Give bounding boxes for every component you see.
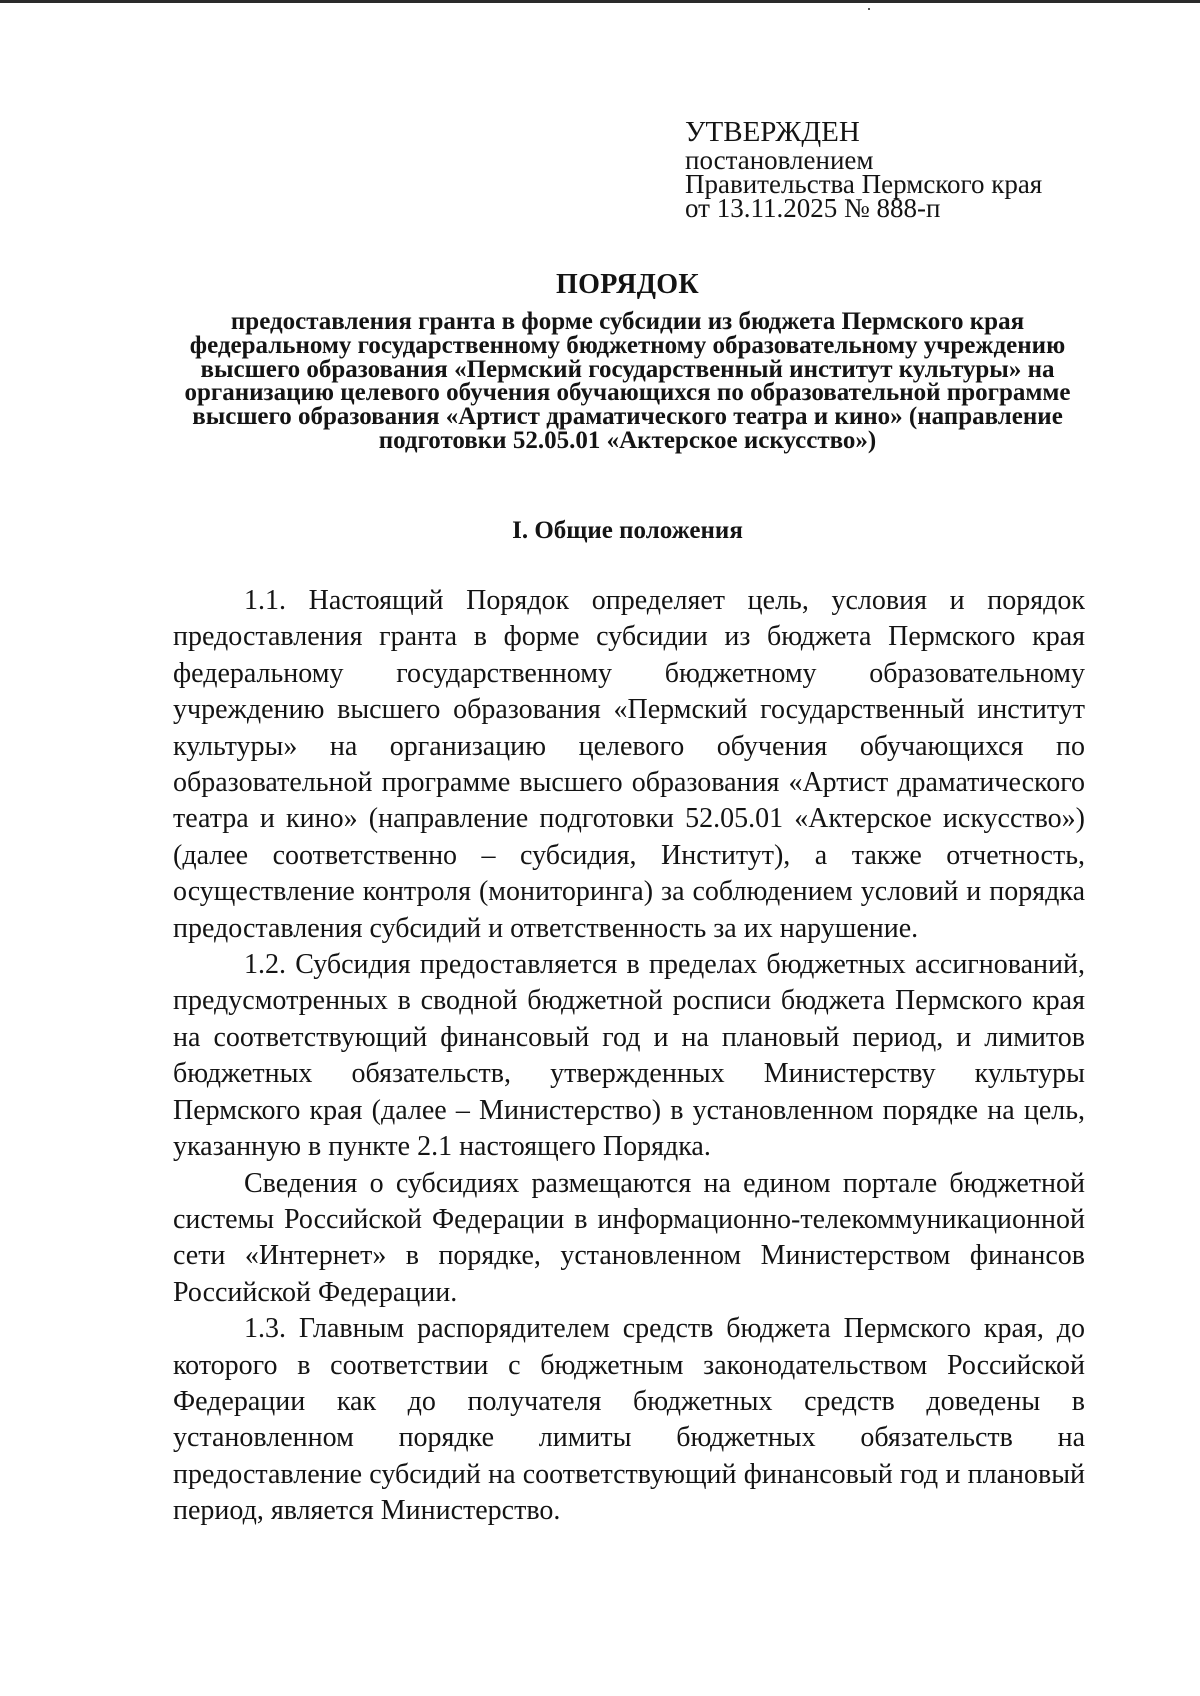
document-subtitle: предоставления гранта в форме субсидии из бюджета Пермского края федеральному государственному бюджетному образовательному учреждению высшего образования «Пермский государственный институт культуры» на организацию целевого обучения обучающихся по образовательной программе высшего образования «Артист драматического театра и кино» (направление подготовки 52.05.01 «Актерское искусство»): [184, 308, 1071, 454]
section-heading: I. Общие положения: [512, 517, 743, 544]
approval-line: Правительства Пермского края: [685, 169, 1043, 199]
scan-artifact: [868, 8, 870, 10]
paragraph-1-2: 1.2. Субсидия предоставляется в пределах бюджетных ассигнований, предусмотренных в сводной бюджетной росписи бюджета Пермского края на соответствующий финансовый год и на плановый период, и лимитов бюджетных обязательств, утвержденных Министерству культуры Пермского края (далее – Министерство) в установленном порядке на цель, указанную в пункте 2.1 настоящего Порядка.: [173, 949, 1085, 1163]
scan-edge: [0, 0, 1200, 3]
paragraph-info: Сведения о субсидиях размещаются на едином портале бюджетной системы Российской Федерации в информационно-телекоммуникационной сети «Интернет» в порядке, установленном Министерством финансов Российской Федерации.: [173, 1167, 1085, 1308]
approval-date-number: от 13.11.2025 № 888-п: [685, 193, 941, 223]
approval-line: постановлением: [685, 145, 874, 175]
document-title: ПОРЯДОК: [556, 269, 699, 300]
approval-stamp: [685, 116, 1155, 223]
approval-status: УТВЕРЖДЕН: [685, 116, 860, 148]
paragraph-1-3: 1.3. Главным распорядителем средств бюджета Пермского края, до которого в соответствии с бюджетным законодательством Российской Федерации как до получателя бюджетных средств доведены в установленном порядке лимиты бюджетных обязательств на предоставление субсидий на соответствующий финансовый год и плановый период, является Министерство.: [173, 1313, 1085, 1527]
paragraph-1-1: 1.1. Настоящий Порядок определяет цель, условия и порядок предоставления гранта в форме субсидии из бюджета Пермского края федеральному государственному бюджетному образовательному учреждению высшего образования «Пермский государственный институт культуры» на организацию целевого обучения обучающихся по образовательной программе высшего образования «Артист драматического театра и кино» (направление подготовки 52.05.01 «Актерское искусство») (далее соответственно – субсидия, Институт), а также отчетность, осуществление контроля (мониторинга) за соблюдением условий и порядка предоставления субсидий и ответственность за их нарушение.: [173, 585, 1085, 944]
document-body: [173, 583, 1085, 1530]
